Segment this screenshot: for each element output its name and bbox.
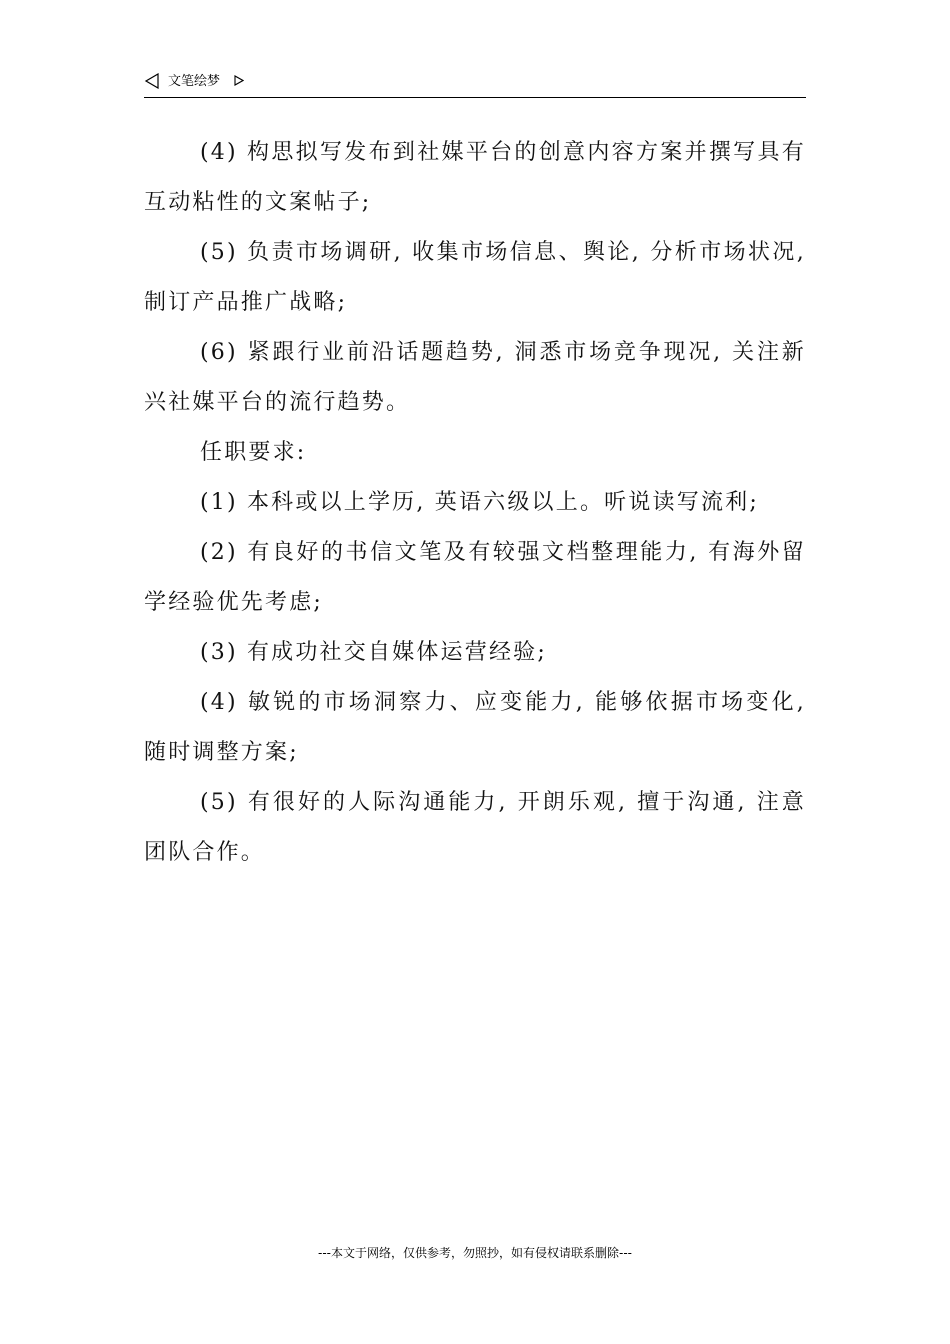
paragraph: (6) 紧跟行业前沿话题趋势, 洞悉市场竞争现况, 关注新兴社媒平台的流行趋势。 xyxy=(144,340,806,415)
paragraph: (4) 敏锐的市场洞察力、应变能力, 能够依据市场变化, 随时调整方案; xyxy=(144,690,806,765)
page-footer: ---本文于网络，仅供参考，勿照抄，如有侵权请联系删除--- xyxy=(318,1246,632,1260)
paragraph: (1) 本科或以上学历, 英语六级以上。听说读写流利; xyxy=(200,490,759,515)
paragraph: (5) 有很好的人际沟通能力, 开朗乐观, 擅于沟通, 注意团队合作。 xyxy=(144,790,806,865)
header-title: 文笔绘梦 xyxy=(168,74,221,89)
header-divider xyxy=(144,97,806,98)
left-triangle-icon xyxy=(144,73,160,89)
paragraph: (2) 有良好的书信文笔及有较强文档整理能力, 有海外留学经验优先考虑; xyxy=(144,540,806,615)
paragraph: (3) 有成功社交自媒体运营经验; xyxy=(200,640,547,665)
right-triangle-icon xyxy=(234,75,244,86)
page-header xyxy=(144,72,806,98)
section-heading: 任职要求: xyxy=(200,440,307,465)
document-body xyxy=(144,128,806,878)
paragraph: (4) 构思拟写发布到社媒平台的创意内容方案并撰写具有互动粘性的文案帖子; xyxy=(144,140,806,215)
paragraph: (5) 负责市场调研, 收集市场信息、舆论, 分析市场状况, 制订产品推广战略; xyxy=(144,240,806,315)
